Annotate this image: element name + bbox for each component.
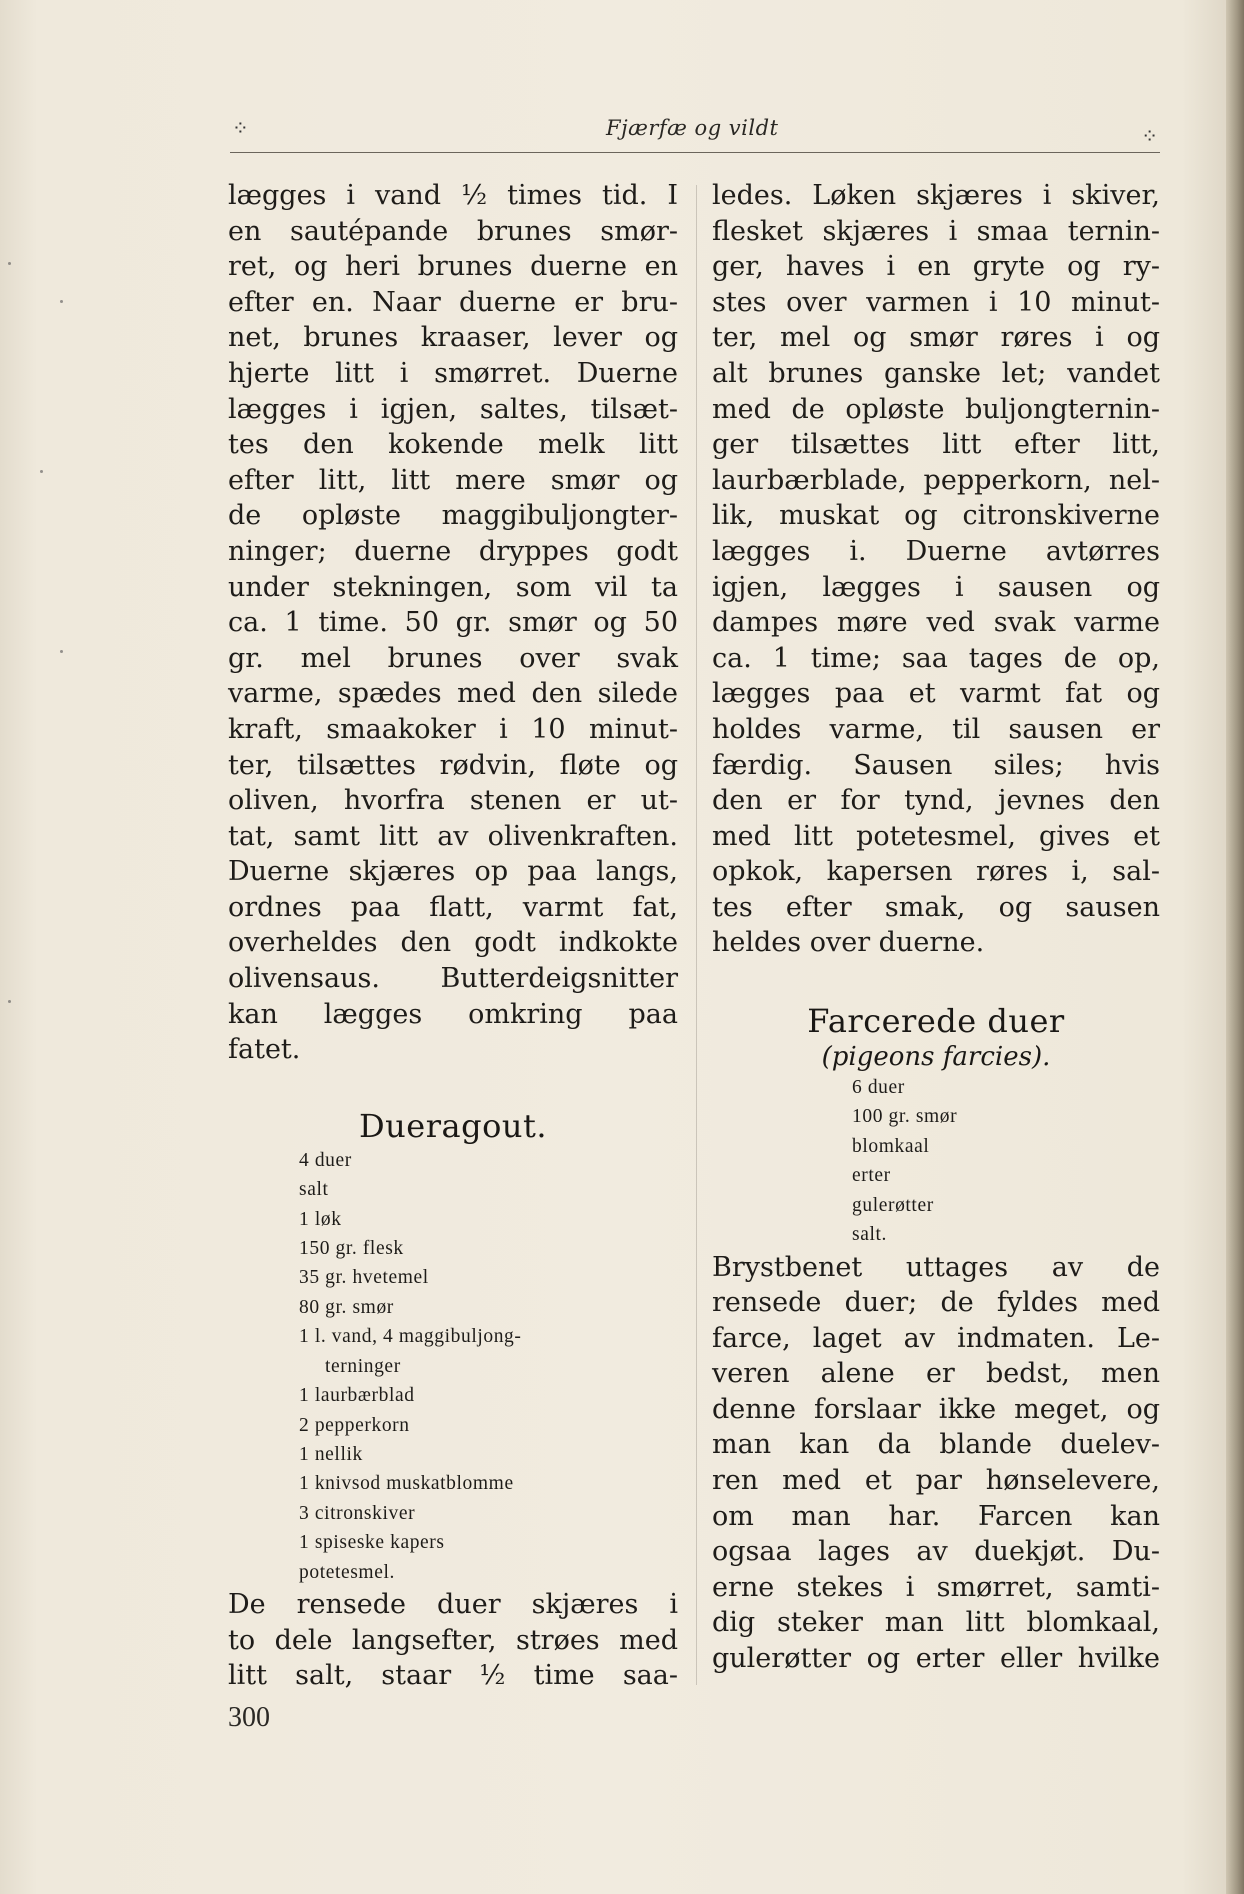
recipe-heading-farcerede-duer: Farcerede duer [807,1002,1065,1041]
right-paragraph [712,178,1160,961]
text-line: kraft, smaakoker i 10 minut- [228,713,678,745]
text-line: overheldes den godt indkokte [228,927,678,959]
page-edge [1226,0,1244,1894]
text-line: ter, mel og smør røres i og [712,322,1160,354]
recipe-heading-dueragout: Dueragout. [359,1106,547,1145]
ingredient-item: potetesmel. [299,1561,395,1583]
ingredient-item: erter [852,1165,891,1187]
text-line: færdig. Sausen siles; hvis [712,749,1160,781]
text-line: med litt potetesmel, gives et [712,820,1160,852]
text-line: net, brunes kraaser, lever og [228,322,678,354]
right-column [712,178,1160,1677]
text-line: ordnes paa flatt, varmt fat, [228,891,678,923]
text-line: rensede duer; de fyldes med [712,1287,1160,1319]
ingredient-list-dueragout [299,1146,678,1587]
text-line: to dele langsefter, strøes med [228,1624,678,1656]
ingredient-item: 4 duer [299,1149,352,1171]
text-line: tes efter smak, og sausen [712,891,1160,923]
running-header-title: Fjærfæ og vildt [606,116,779,140]
ingredient-item: 1 laurbærblad [299,1385,415,1407]
text-line: denne forslaar ikke meget, og [712,1393,1160,1425]
column-divider [696,185,697,1685]
text-line: tat, samt litt av olivenkraften. [228,820,678,852]
text-line: ter, tilsættes rødvin, fløte og [228,749,678,781]
text-line: holdes varme, til sausen er [712,713,1160,745]
right-method-paragraph [712,1250,1160,1677]
text-line: gulerøtter og erter eller hvilke [712,1643,1160,1675]
text-line: flesket skjæres i smaa ternin- [712,215,1160,247]
text-line: en sautépande brunes smør- [228,215,678,247]
text-line: opkok, kapersen røres i, sal- [712,856,1160,888]
text-line: Duerne skjæres op paa langs, [228,856,678,888]
text-line: laurbærblade, pepperkorn, nel- [712,464,1160,496]
text-line: alt brunes ganske let; vandet [712,357,1160,389]
text-line: lik, muskat og citronskiverne [712,500,1160,532]
text-line: dampes møre ved svak varme [712,607,1160,639]
ingredient-item: 35 gr. hvetemel [299,1267,429,1289]
ingredient-item: 1 løk [299,1208,342,1230]
text-line: Brystbenet uttages av de [712,1251,1160,1283]
text-line: den er for tynd, jevnes den [712,785,1160,817]
text-line: farce, laget av indmaten. Le- [712,1322,1160,1354]
speck [40,470,43,473]
text-line: efter litt, litt mere smør og [228,464,678,496]
text-line: man kan da blande duelev- [712,1429,1160,1461]
page-number: 300 [228,1702,270,1733]
text-line: efter en. Naar duerne er bru- [228,286,678,318]
text-line: fatet. [228,1034,301,1066]
left-paragraph [228,178,678,1068]
text-line: ninger; duerne dryppes godt [228,535,678,567]
ingredient-item: blomkaal [852,1135,930,1157]
ingredient-item: 1 knivsod muskatblomme [299,1473,514,1495]
text-line: med de opløste buljongternin- [712,393,1160,425]
text-line: ogsaa lages av duekjøt. Du- [712,1536,1160,1568]
speck [60,650,63,653]
speck [8,262,11,265]
left-method-paragraph [228,1587,678,1694]
text-line: hjerte litt i smørret. Duerne [228,357,678,389]
ornament-right-icon: ⁘ [1141,124,1158,148]
ingredient-item: 1 spiseske kapers [299,1532,445,1554]
ingredient-item: 150 gr. flesk [299,1238,404,1260]
text-line: veren alene er bedst, men [712,1358,1160,1390]
text-line: De rensede duer skjæres i [228,1588,678,1620]
ingredient-item: 80 gr. smør [299,1296,394,1318]
text-line: oliven, hvorfra stenen er ut- [228,785,678,817]
text-line: ledes. Løken skjæres i skiver, [712,180,1160,211]
text-line: lægges i. Duerne avtørres [712,535,1160,567]
text-line: igjen, lægges i sausen og [712,571,1160,603]
text-line: under stekningen, som vil ta [228,571,678,603]
left-column [228,178,678,1694]
ingredient-item: gulerøtter [852,1194,934,1216]
text-line: dig steker man litt blomkaal, [712,1607,1160,1639]
text-line: ca. 1 time; saa tages de op, [712,642,1160,674]
text-line: heldes over duerne. [712,927,985,959]
text-line: olivensaus. Butterdeigsnitter [228,963,678,995]
ingredient-item: 6 duer [852,1077,905,1099]
ingredient-item: terninger [325,1355,401,1377]
recipe-subheading: (pigeons farcies). [821,1042,1051,1073]
text-line: lægges paa et varmt fat og [712,678,1160,710]
text-line: lægges i igjen, saltes, tilsæt- [228,393,678,425]
ingredient-item: salt [299,1179,329,1201]
ingredient-item: 2 pepperkorn [299,1414,410,1436]
text-line: litt salt, staar ½ time saa- [228,1660,678,1692]
text-line: om man har. Farcen kan [712,1500,1160,1532]
ingredient-list-farcerede-duer [852,1073,1160,1249]
text-line: de opløste maggibuljongter- [228,500,678,532]
speck [8,1000,11,1003]
text-line: ger, haves i en gryte og ry- [712,251,1160,283]
text-line: erne stekes i smørret, samti- [712,1571,1160,1603]
ingredient-item: 3 citronskiver [299,1502,416,1524]
text-line: kan lægges omkring paa [228,998,678,1030]
text-line: ret, og heri brunes duerne en [228,251,678,283]
ingredient-item: 1 nellik [299,1443,363,1465]
ingredient-item: 100 gr. smør [852,1106,958,1128]
running-header [230,112,1160,153]
text-line: stes over varmen i 10 minut- [712,286,1160,318]
text-line: tes den kokende melk litt [228,429,678,461]
text-line: ca. 1 time. 50 gr. smør og 50 [228,607,678,639]
ornament-left-icon: ⁘ [232,116,249,140]
text-line: gr. mel brunes over svak [228,642,678,674]
text-line: varme, spædes med den silede [228,678,678,710]
ingredient-item: salt. [852,1224,887,1246]
text-line: ger tilsættes litt efter litt, [712,429,1160,461]
text-line: ren med et par hønselevere, [712,1465,1160,1497]
speck [60,300,63,303]
ingredient-item: 1 l. vand, 4 maggibuljong- [299,1326,522,1348]
text-line: lægges i vand ½ times tid. I [228,180,678,211]
